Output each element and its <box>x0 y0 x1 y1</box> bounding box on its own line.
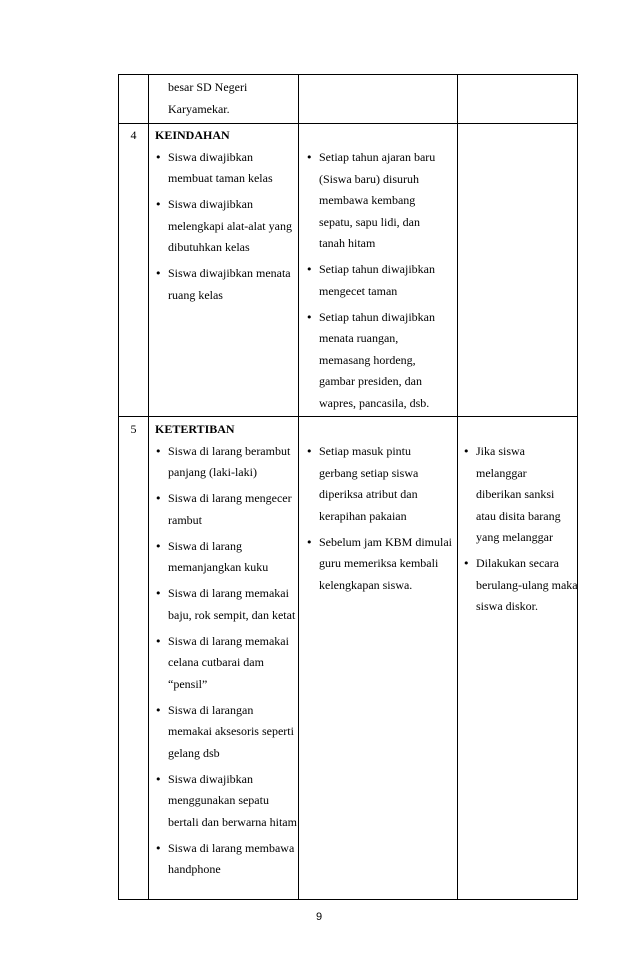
list-item: • Siswa di larang memakai baju, rok sempit, dan ketat <box>155 583 297 626</box>
rules-cell <box>155 417 297 885</box>
implementation-cell <box>306 123 454 419</box>
list-item: • Siswa di larang memakai celana cutbarai dam “pensil” <box>155 631 304 696</box>
list-item: • Setiap tahun diwajibkan mengecet taman <box>306 259 447 302</box>
sanctions-cell <box>463 417 578 622</box>
rules-cell <box>155 123 297 311</box>
table-row <box>119 75 577 124</box>
page-number: 9 <box>315 911 323 923</box>
rules-table <box>118 74 578 900</box>
rule-continuation-cell <box>155 75 297 120</box>
list-item: • Siswa di larang memanjangkan kuku <box>155 536 296 579</box>
list-item: • Setiap masuk pintu gerbang setiap siswa diperiksa atribut dan kerapihan pakaian <box>306 441 439 527</box>
table-row <box>119 123 577 417</box>
list-item: • Siswa diwajibkan melengkapi alat-alat yang dibutuhkan kelas <box>155 194 297 259</box>
list-item: • Dilakukan secara berulang-ulang maka siswa diskor. <box>463 553 582 618</box>
list-item: • Siswa diwajibkan menata ruang kelas <box>155 263 300 306</box>
list-item: • Siswa diwajibkan membuat taman kelas <box>155 147 296 190</box>
list-item: • Setiap tahun diwajibkan menata ruangan, memasang hordeng, gambar presiden, dan wapres, pancasila, dsb. <box>306 307 447 415</box>
list-item: • Sebelum jam KBM dimulai guru memeriksa kembali kelengkapan siswa. <box>306 532 454 597</box>
category-heading: KEINDAHAN <box>155 128 230 142</box>
list-item: • Siswa di larang membawa handphone <box>155 838 300 881</box>
continuation-text: besar SD Negeri Karyamekar. <box>168 80 248 116</box>
list-item: • Siswa di larang berambut panjang (laki-laki) <box>155 441 297 484</box>
category-heading: KETERTIBAN <box>155 422 235 436</box>
row-number: 4 <box>130 128 137 142</box>
row-number: 5 <box>130 422 137 436</box>
list-item: • Setiap tahun ajaran baru (Siswa baru) disuruh membawa kembang sepatu, sapu lidi, dan tanah hitam <box>306 147 447 255</box>
list-item: • Siswa di larang mengecer rambut <box>155 488 297 531</box>
list-item: • Jika siswa melanggar diberikan sanksi atau disita barang yang melanggar <box>463 441 566 549</box>
list-item: • Siswa di larangan memakai aksesoris seperti gelang dsb <box>155 700 300 765</box>
implementation-cell <box>306 417 454 601</box>
list-item: • Siswa diwajibkan menggunakan sepatu bertali dan berwarna hitam <box>155 769 297 834</box>
table-row <box>119 417 577 899</box>
